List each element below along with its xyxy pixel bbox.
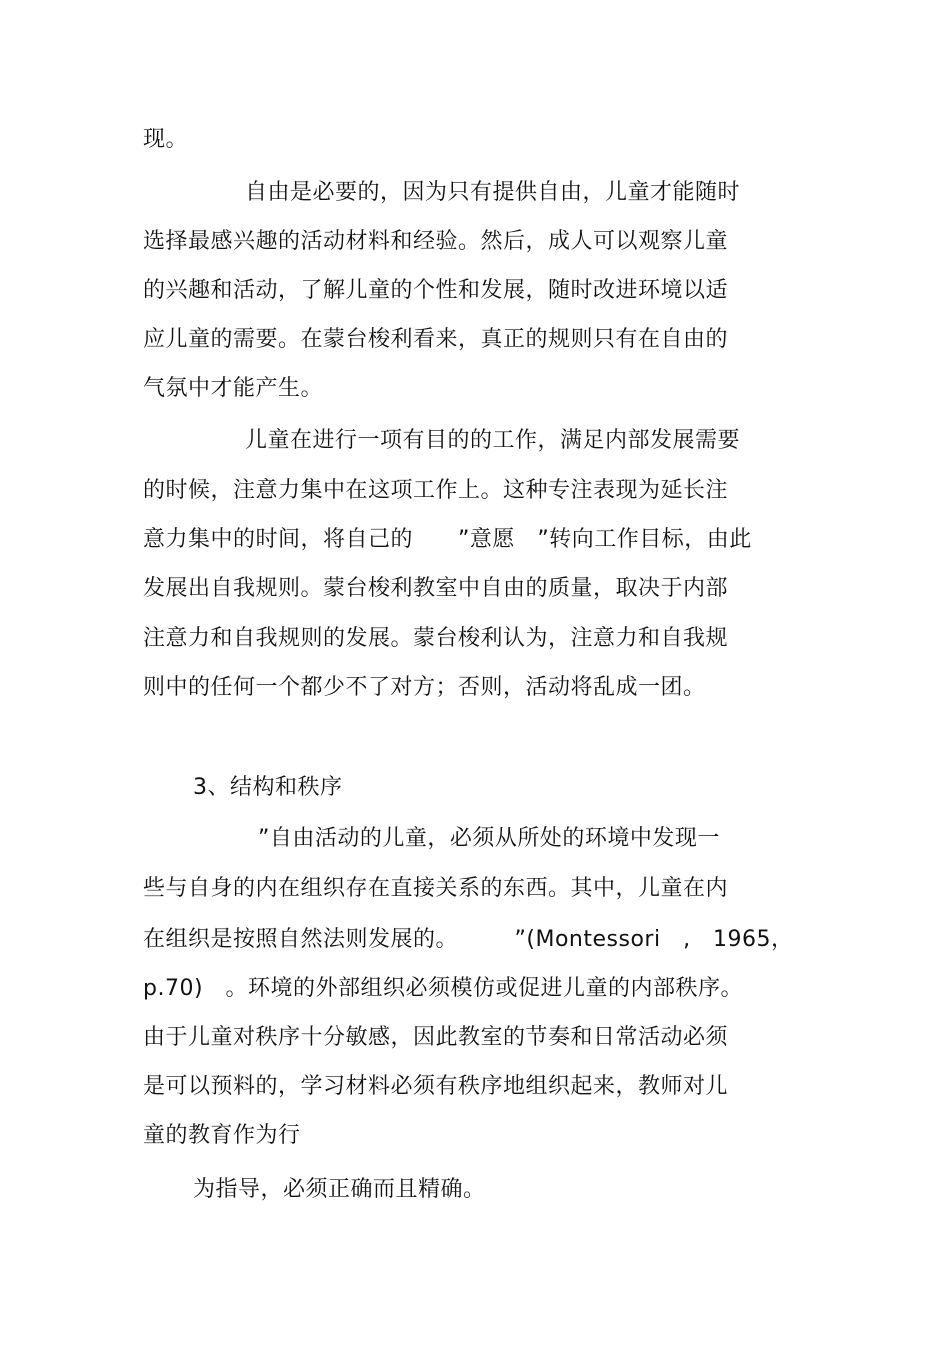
paragraph-start-line: ”自由活动的儿童，必须从所处的环境中发现一 — [258, 826, 720, 851]
text-line: 的时候，注意力集中在这项工作上。这种专注表现为延长注 — [143, 478, 729, 503]
text-line: 则中的任何一个都少不了对方；否则，活动将乱成一团。 — [143, 675, 706, 700]
text-line: 由于儿童对秩序十分敏感，因此教室的节奏和日常活动必须 — [143, 1025, 729, 1050]
text-line: 意力集中的时间，将自己的 ”意愿 ”转向工作目标，由此 — [143, 527, 752, 552]
text-line: 些与自身的内在组织存在直接关系的东西。其中，儿童在内 — [143, 876, 729, 901]
text-line: 在组织是按照自然法则发展的。 ”(Montessori , 1965， — [143, 927, 794, 952]
paragraph-start-line: 儿童在进行一项有目的的工作，满足内部发展需要 — [245, 428, 741, 453]
text-line: 选择最感兴趣的活动材料和经验。然后，成人可以观察儿童 — [143, 229, 729, 254]
text-line: p.70) 。环境的外部组织必须模仿或促进儿童的内部秩序。 — [143, 976, 744, 1001]
paragraph-start-line: 自由是必要的，因为只有提供自由，儿童才能随时 — [245, 180, 741, 205]
text-line: 现。 — [143, 127, 189, 152]
text-line: 童的教育作为行 — [143, 1123, 301, 1148]
text-line: 的兴趣和活动，了解儿童的个性和发展，随时改进环境以适 — [143, 278, 729, 303]
text-line: 为指导，必须正确而且精确。 — [193, 1177, 486, 1202]
text-line: 应儿童的需要。在蒙台梭利看来，真正的规则只有在自由的 — [143, 327, 729, 352]
text-line: 注意力和自我规则的发展。蒙台梭利认为，注意力和自我规 — [143, 626, 729, 651]
text-line: 是可以预料的，学习材料必须有秩序地组织起来，教师对儿 — [143, 1074, 729, 1099]
section-heading: 3、结构和秩序 — [193, 775, 343, 800]
text-line: 发展出自我规则。蒙台梭利教室中自由的质量，取决于内部 — [143, 576, 729, 601]
text-line: 气氛中才能产生。 — [143, 376, 324, 401]
